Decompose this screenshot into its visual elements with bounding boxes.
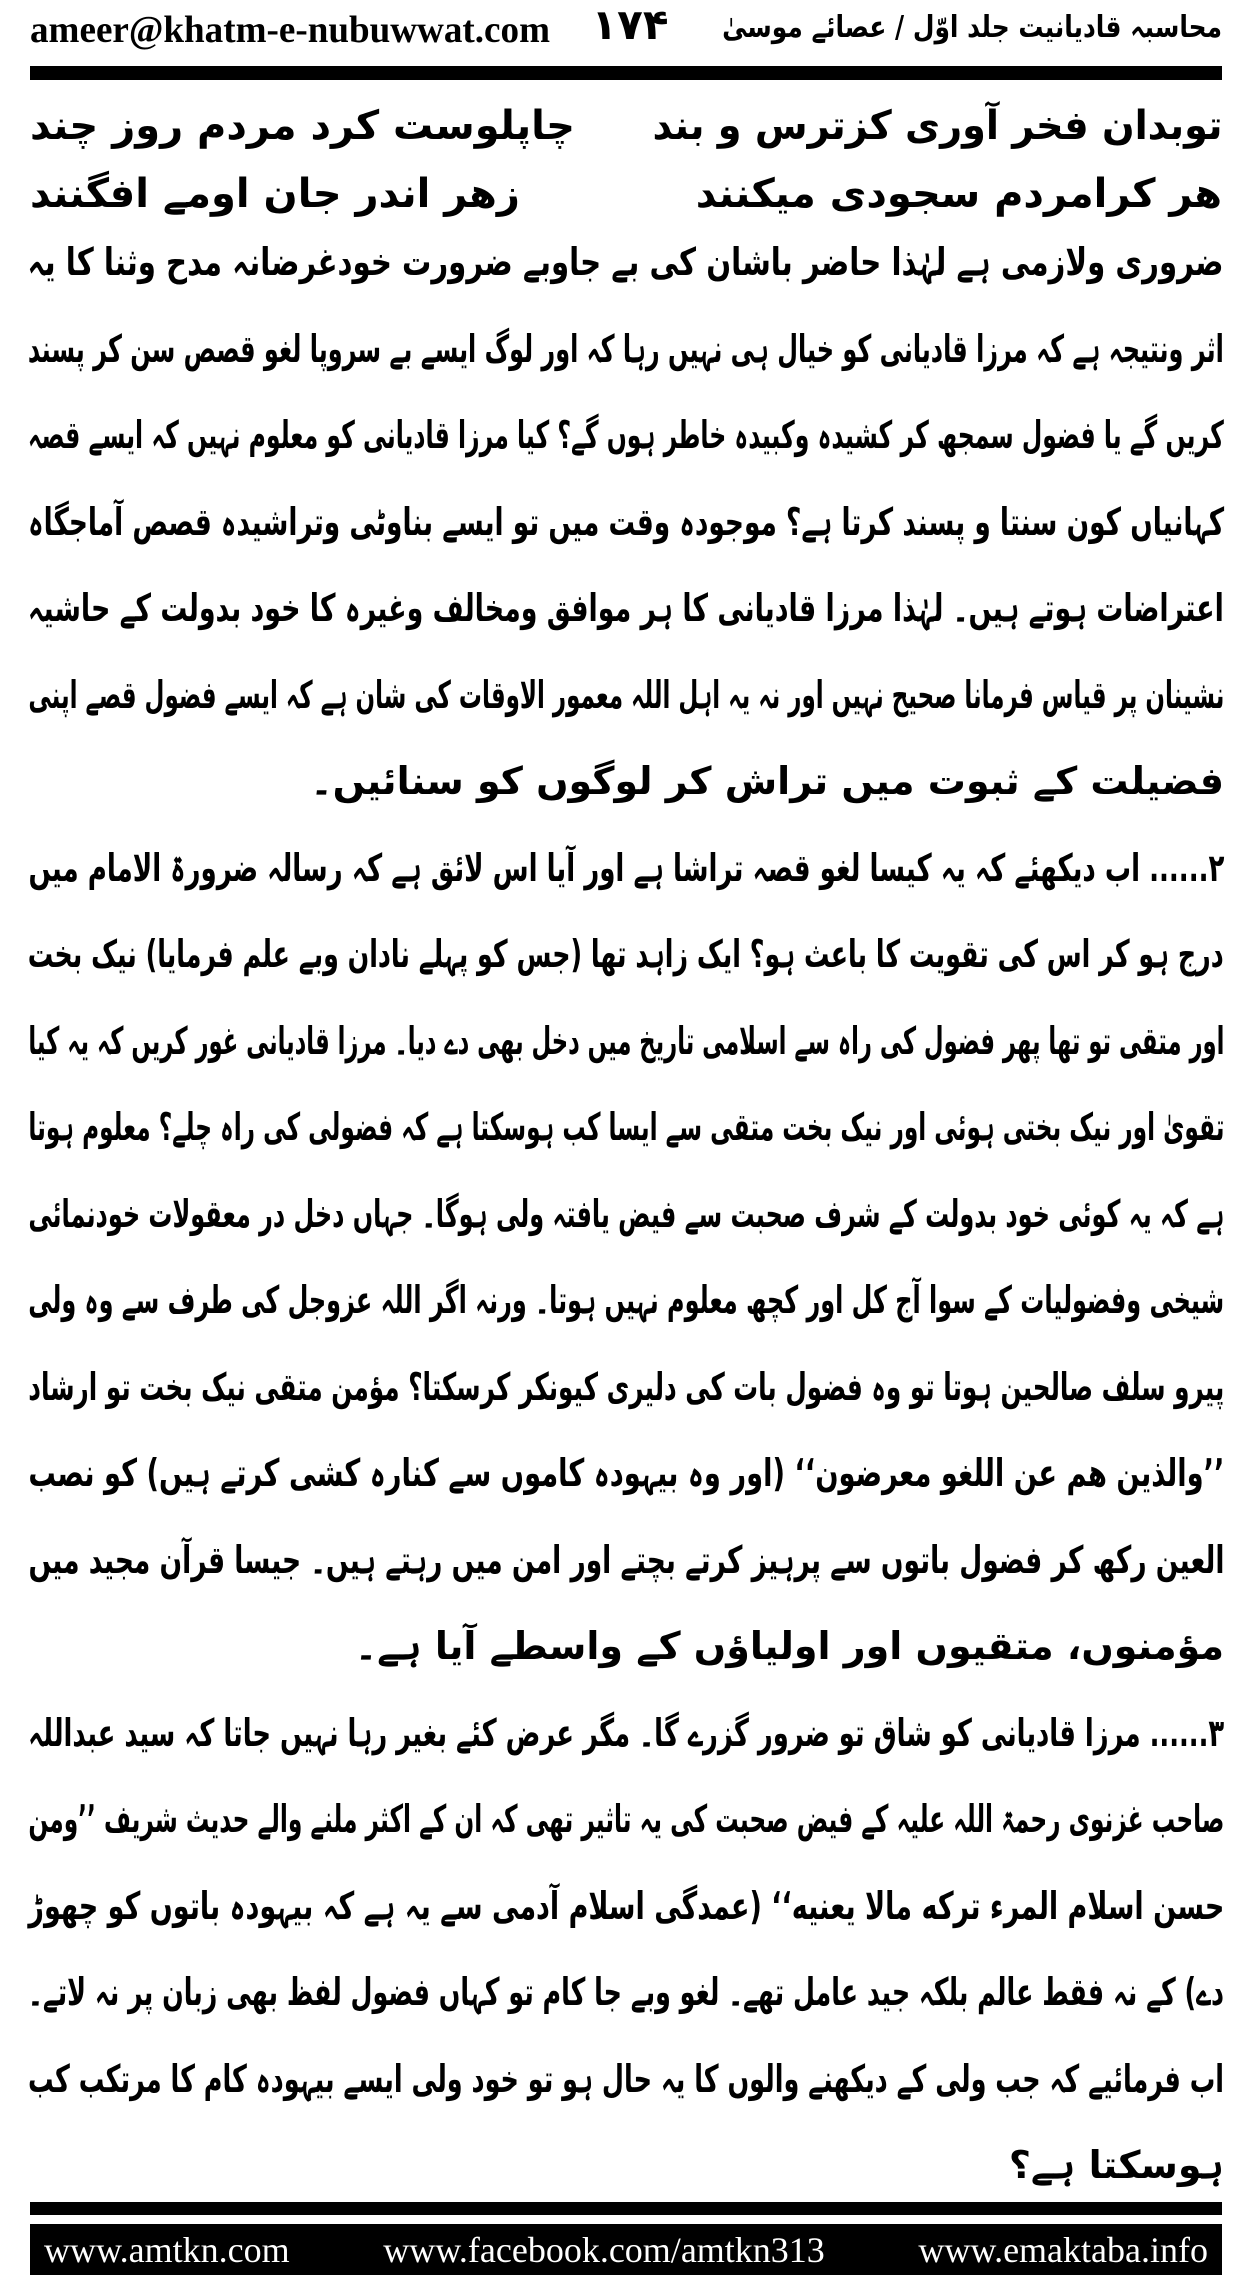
text-line: صاحب غزنوی رحمۃ اللہ علیہ کے فیض صحبت کی یہ تاثیر تھی کہ ان کے اکثر ملنے والے حدیث شریف ’’ومن [28,1797,1224,1841]
text-line: اثر ونتیجہ ہے کہ مرزا قادیانی کو خیال ہی نہیں رہا کہ اور لوگ ایسے بے سروپا لغو قصص سن کر پسند [28,326,1224,371]
footer-link-facebook[interactable]: www.facebook.com/amtkn313 [383,2229,825,2270]
text-line: شیخی وفضولیات کے سوا آج کل اور کچھ معلوم نہیں ہوتا۔ ورنہ اگر اللہ عزوجل کی طرف سے وہ ولی [28,1278,1224,1322]
footer-link-amtkn[interactable]: www.amtkn.com [44,2229,290,2270]
footer-divider [30,2202,1222,2215]
verse-2-left: زهر اندر جان اومے افگنند [30,171,520,217]
text-line: ’’والذین هم عن اللغو معرضون‘‘ (اور وہ بیہودہ کاموں سے کنارہ کشی کرتے ہیں) کو نصب [28,1451,1224,1495]
verse-1-left: چاپلوست کرد مردم روز چند [30,103,575,149]
text-line: فضیلت کے ثبوت میں تراش کر لوگوں کو سنائیں۔ [310,759,1224,803]
page-number: ۱۷۴ [591,0,669,49]
text-line: ۲...... اب دیکھئے کہ یہ کیسا لغو قصہ تراشا ہے اور آیا اس لائق ہے کہ رسالہ ضرورۃ الامام میں [28,845,1224,890]
text-line: ہے کہ یہ کوئی خود بدولت کے شرف صحبت سے فیض یافتہ ولی ہوگا۔ جہاں دخل در معقولات خودنمائی [28,1191,1224,1236]
text-line: تقویٰ اور نیک بختی ہوئی اور نیک بخت متقی سے ایسا کب ہوسکتا ہے کہ فضولی کی راہ چلے؟ معلوم ہوتا [28,1105,1224,1149]
text-line: مؤمنوں، متقیوں اور اولیاؤں کے واسطے آیا ہے۔ [354,1624,1224,1668]
text-line: حسن اسلام المرء ترکه مالا یعنیه‘‘ (عمدگی اسلام آدمی سے یہ ہے کہ بیہودہ باتوں کو چھوڑ [28,1883,1224,1928]
text-line: پیرو سلف صالحین ہوتا تو وہ فضول بات کی دلیری کیونکر کرسکتا؟ مؤمن متقی نیک بخت تو ارشاد [28,1364,1224,1409]
text-line: ہوسکتا ہے؟ [1008,2143,1224,2187]
footer-link-emaktaba[interactable]: www.emaktaba.info [918,2229,1208,2270]
text-line: العین رکھ کر فضول باتوں سے پرہیز کرتے بچتے اور امن میں رہتے ہیں۔ جیسا قرآن مجید میں [28,1537,1224,1582]
text-line: کریں گے یا فضول سمجھ کر کشیدہ وکبیدہ خاطر ہوں گے؟ کیا مرزا قادیانی کو معلوم نہیں کہ ایسے قصہ [28,413,1224,457]
header-divider [30,66,1222,80]
text-line: اعتراضات ہوتے ہیں۔ لہٰذا مرزا قادیانی کا ہر موافق ومخالف وغیرہ کا خود بدولت کے حاشیہ [28,586,1224,630]
text-line: دے) کے نہ فقط عالم بلکہ جید عامل تھے۔ لغو وبے جا کام تو کہاں فضول لفظ بھی زبان پر نہ لاتے۔ [28,1970,1224,2014]
footer-band [30,2224,1222,2275]
text-line: اب فرمائیے کہ جب ولی کے دیکھنے والوں کا یہ حال ہو تو خود ولی ایسے بیہودہ کام کا مرتکب کب [28,2056,1224,2101]
text-line: نشینان پر قیاس فرمانا صحیح نہیں اور نہ یہ اہل اللہ معمور الاوقات کی شان ہے کہ ایسے فضول قصے اپنی [28,672,1224,717]
verse-2-right: هر کرامردم سجودی میکنند [695,171,1222,217]
book-title: محاسبہ قادیانیت جلد اوّل / عصائے موسیٰ [722,10,1222,45]
verse-1-right: توبدان فخر آوری کزترس و بند [652,103,1222,149]
text-line: کہانیاں کون سنتا و پسند کرتا ہے؟ موجودہ وقت میں تو ایسے بناوٹی وتراشیدہ قصص آماجگاہ [28,499,1224,544]
text-line: ضروری ولازمی ہے لہٰذا حاضر باشان کی بے جاوبے ضرورت خودغرضانہ مدح وثنا کا یہ [28,240,1224,284]
text-line: اور متقی تو تھا پھر فضول کی راہ سے اسلامی تاریخ میں دخل بھی دے دیا۔ مرزا قادیانی غور کریں کہ یہ کیا [28,1018,1224,1063]
text-line: درج ہو کر اس کی تقویت کا باعث ہو؟ ایک زاہد تھا (جس کو پہلے نادان وبے علم فرمایا) نیک بخت [28,932,1224,976]
header-email: ameer@khatm-e-nubuwwat.com [30,9,550,51]
text-line: ۳...... مرزا قادیانی کو شاق تو ضرور گزرے گا۔ مگر عرض کئے بغیر رہا نہیں جاتا کہ سید عبداللہ [28,1710,1224,1755]
